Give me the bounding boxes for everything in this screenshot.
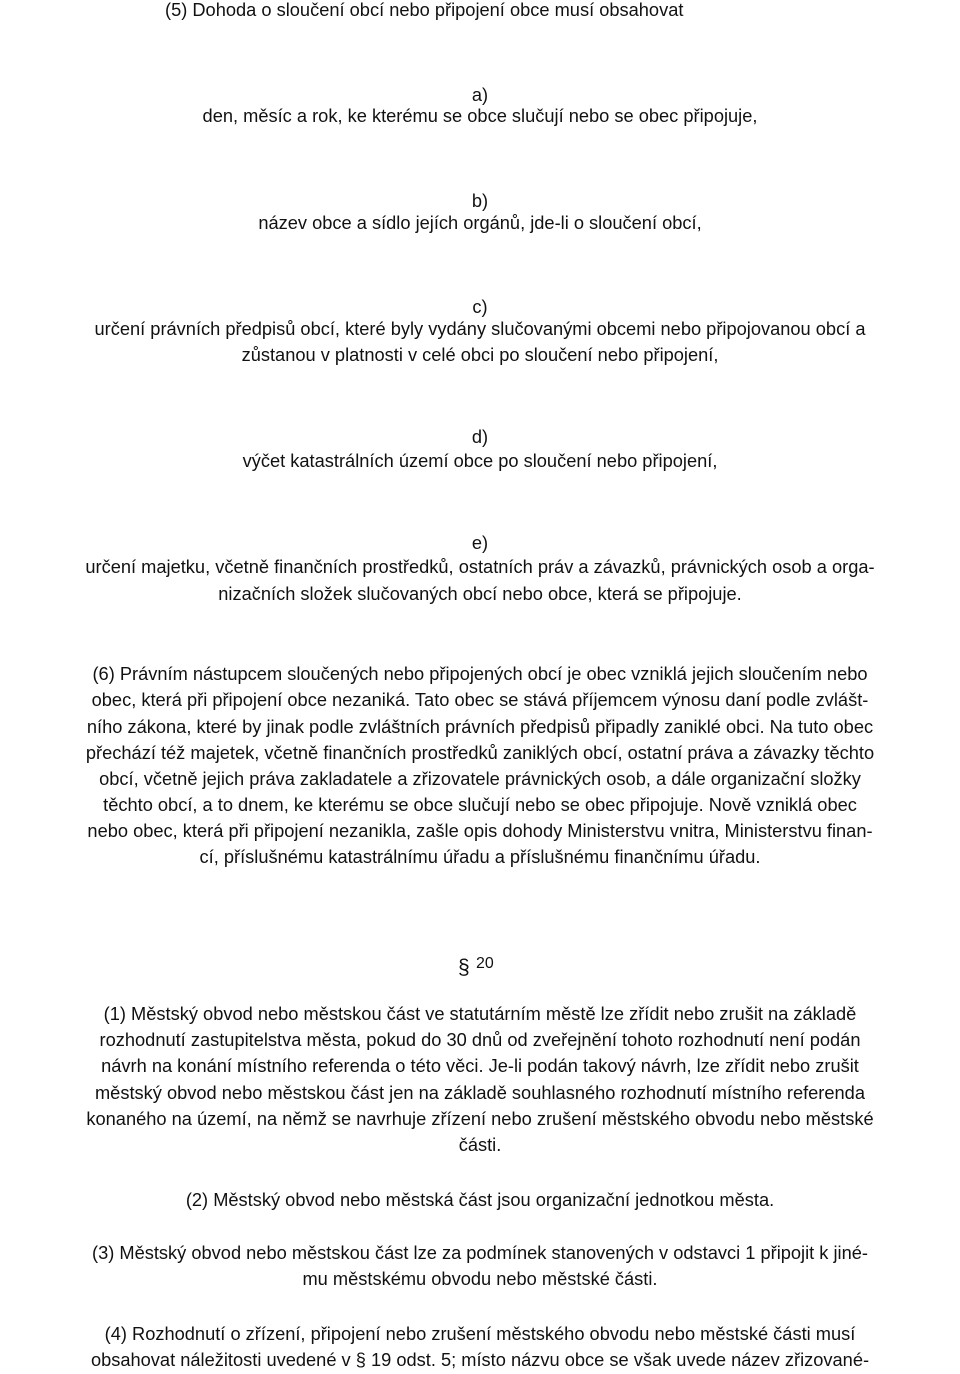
s20-paragraph-1-line-2: rozhodnutí zastupitelstva města, pokud do 30 dnů od zveřejnění tohoto rozhodnutí není podán — [99, 1029, 861, 1050]
item-a-text: den, měsíc a rok, ke kterému se obce slučují nebo se obec připojuje, — [202, 105, 758, 126]
item-b-text: název obce a sídlo jejích orgánů, jde-li o sloučení obcí, — [258, 212, 702, 233]
s20-paragraph-1-line-6: části. — [458, 1134, 502, 1155]
item-e-label: e) — [471, 532, 489, 553]
paragraph-6-line-3: ního zákona, které by jinak podle zvláštních právních předpisů připadly zaniklé obci. Na tuto obec — [86, 716, 874, 737]
paragraph-6-line-7: nebo obec, která při připojení nezanikla, zašle opis dohody Ministerstvu vnitra, Ministerstvu finan- — [87, 820, 873, 841]
item-e-text-line-2: nizačních složek slučovaných obcí nebo obce, která se připojuje. — [218, 583, 742, 604]
item-e-text-line-1: určení majetku, včetně finančních prostředků, ostatních práv a závazků, právnických osob a orga- — [85, 556, 875, 577]
s20-paragraph-1-line-1: (1) Městský obvod nebo městskou část ve statutárním městě lze zřídit nebo zrušit na základě — [103, 1003, 857, 1024]
item-d-text: výčet katastrálních území obce po sloučení nebo připojení, — [242, 450, 718, 471]
paragraph-6-line-4: přechází též majetek, včetně finančních prostředků zaniklých obcí, ostatní práva a závazky těchto — [85, 742, 875, 763]
s20-paragraph-2: (2) Městský obvod nebo městská část jsou organizační jednotkou města. — [185, 1189, 775, 1210]
item-d-label: d) — [471, 426, 489, 447]
paragraph-6-line-6: těchto obcí, a to dnem, ke kterému se obce slučují nebo se obec připojuje. Nově vzniklá obec — [103, 794, 857, 815]
s20-paragraph-1-line-5: konaného na území, na němž se navrhuje zřízení nebo zrušení městského obvodu nebo městské — [86, 1108, 874, 1129]
item-a-label: a) — [471, 84, 489, 105]
s20-paragraph-4-line-1: (4) Rozhodnutí o zřízení, připojení nebo zrušení městského obvodu nebo městské části musí — [104, 1323, 856, 1344]
paragraph-6-line-2: obec, která při připojení obce nezaniká. Tato obec se stává příjemcem výnosu daní podle zvlášt- — [91, 689, 869, 710]
section-sign: § — [458, 956, 470, 979]
item-c-text-line-1: určení právních předpisů obcí, které byly vydány slučovanými obcemi nebo připojovanou obcí a — [94, 318, 866, 339]
item-b-label: b) — [471, 190, 489, 211]
item-c-label: c) — [472, 296, 488, 317]
paragraph-6-line-5: obcí, včetně jejich práva zakladatele a zřizovatele právnických osob, a dále organizační složky — [99, 768, 861, 789]
paragraph-6-line-1: (6) Právním nástupcem sloučených nebo připojených obcí je obec vzniklá jejich sloučením nebo — [92, 663, 868, 684]
s20-paragraph-4-line-2: obsahovat náležitosti uvedené v § 19 odst. 5; místo názvu obce se však uvede název zřizované- — [90, 1349, 870, 1370]
section-number: 20 — [476, 955, 494, 972]
paragraph-5-intro: (5) Dohoda o sloučení obcí nebo připojení obce musí obsahovat — [165, 0, 684, 20]
paragraph-6-line-8: cí, příslušnému katastrálnímu úřadu a příslušnému finančnímu úřadu. — [199, 846, 761, 867]
s20-paragraph-3-line-1: (3) Městský obvod nebo městskou část lze za podmínek stanovených v odstavci 1 připojit k jiné- — [92, 1242, 868, 1263]
s20-paragraph-3-line-2: mu městskému obvodu nebo městské části. — [302, 1268, 658, 1289]
item-c-text-line-2: zůstanou v platnosti v celé obci po sloučení nebo připojení, — [241, 344, 719, 365]
s20-paragraph-1-line-4: městský obvod nebo městskou část jen na základě souhlasného rozhodnutí místního referenda — [94, 1082, 865, 1103]
s20-paragraph-1-line-3: návrh na konání místního referenda o této věci. Je-li podán takový návrh, lze zřídit nebo zrušit — [101, 1055, 859, 1076]
